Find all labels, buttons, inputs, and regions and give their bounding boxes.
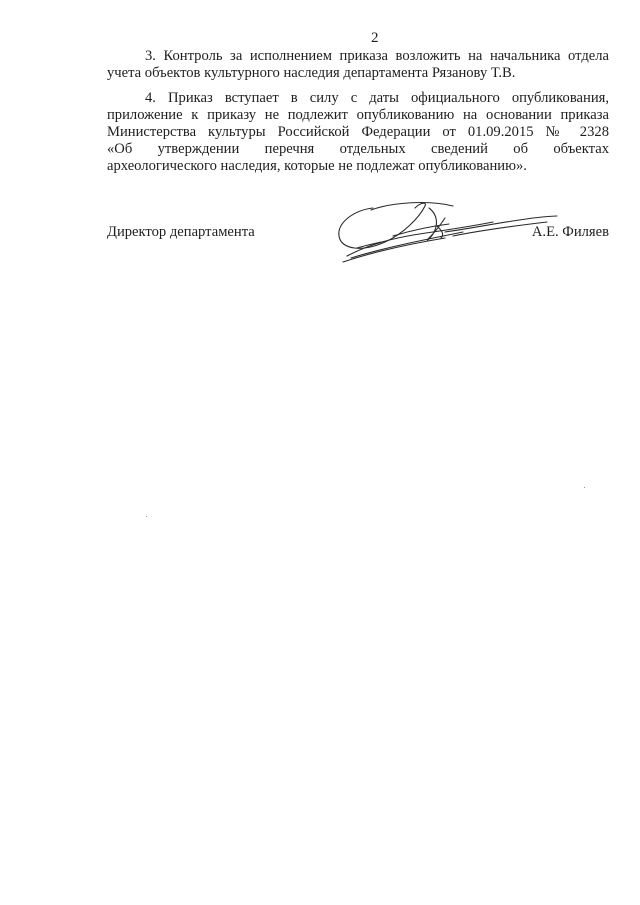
page-number: 2 <box>371 30 379 46</box>
paragraph-4-line-3: Министерства культуры Российской Федерации от 01.09.2015 № 2328 <box>107 124 609 140</box>
paragraph-4-line-4: «Об утверждении перечня отдельных сведений об объектах <box>107 141 609 157</box>
paragraph-3 <box>107 48 609 82</box>
document-body <box>107 48 609 183</box>
scan-speck <box>584 487 585 488</box>
signer-title: Директор департамента <box>107 224 255 240</box>
handwritten-signature <box>333 196 563 268</box>
paragraph-4-line-5: археологического наследия, которые не подлежат опубликованию». <box>107 158 527 174</box>
scan-speck <box>146 516 147 517</box>
signer-name: А.Е. Филяев <box>531 224 609 240</box>
paragraph-4 <box>107 90 609 175</box>
paragraph-4-line-1: 4. Приказ вступает в силу с даты официального опубликования, <box>145 90 609 106</box>
paragraph-3-line-1: 3. Контроль за исполнением приказа возложить на начальника отдела <box>145 48 609 64</box>
paragraph-3-line-2: учета объектов культурного наследия департамента Рязанову Т.В. <box>107 65 516 81</box>
paragraph-4-line-2: приложение к приказу не подлежит опубликованию на основании приказа <box>107 107 609 123</box>
